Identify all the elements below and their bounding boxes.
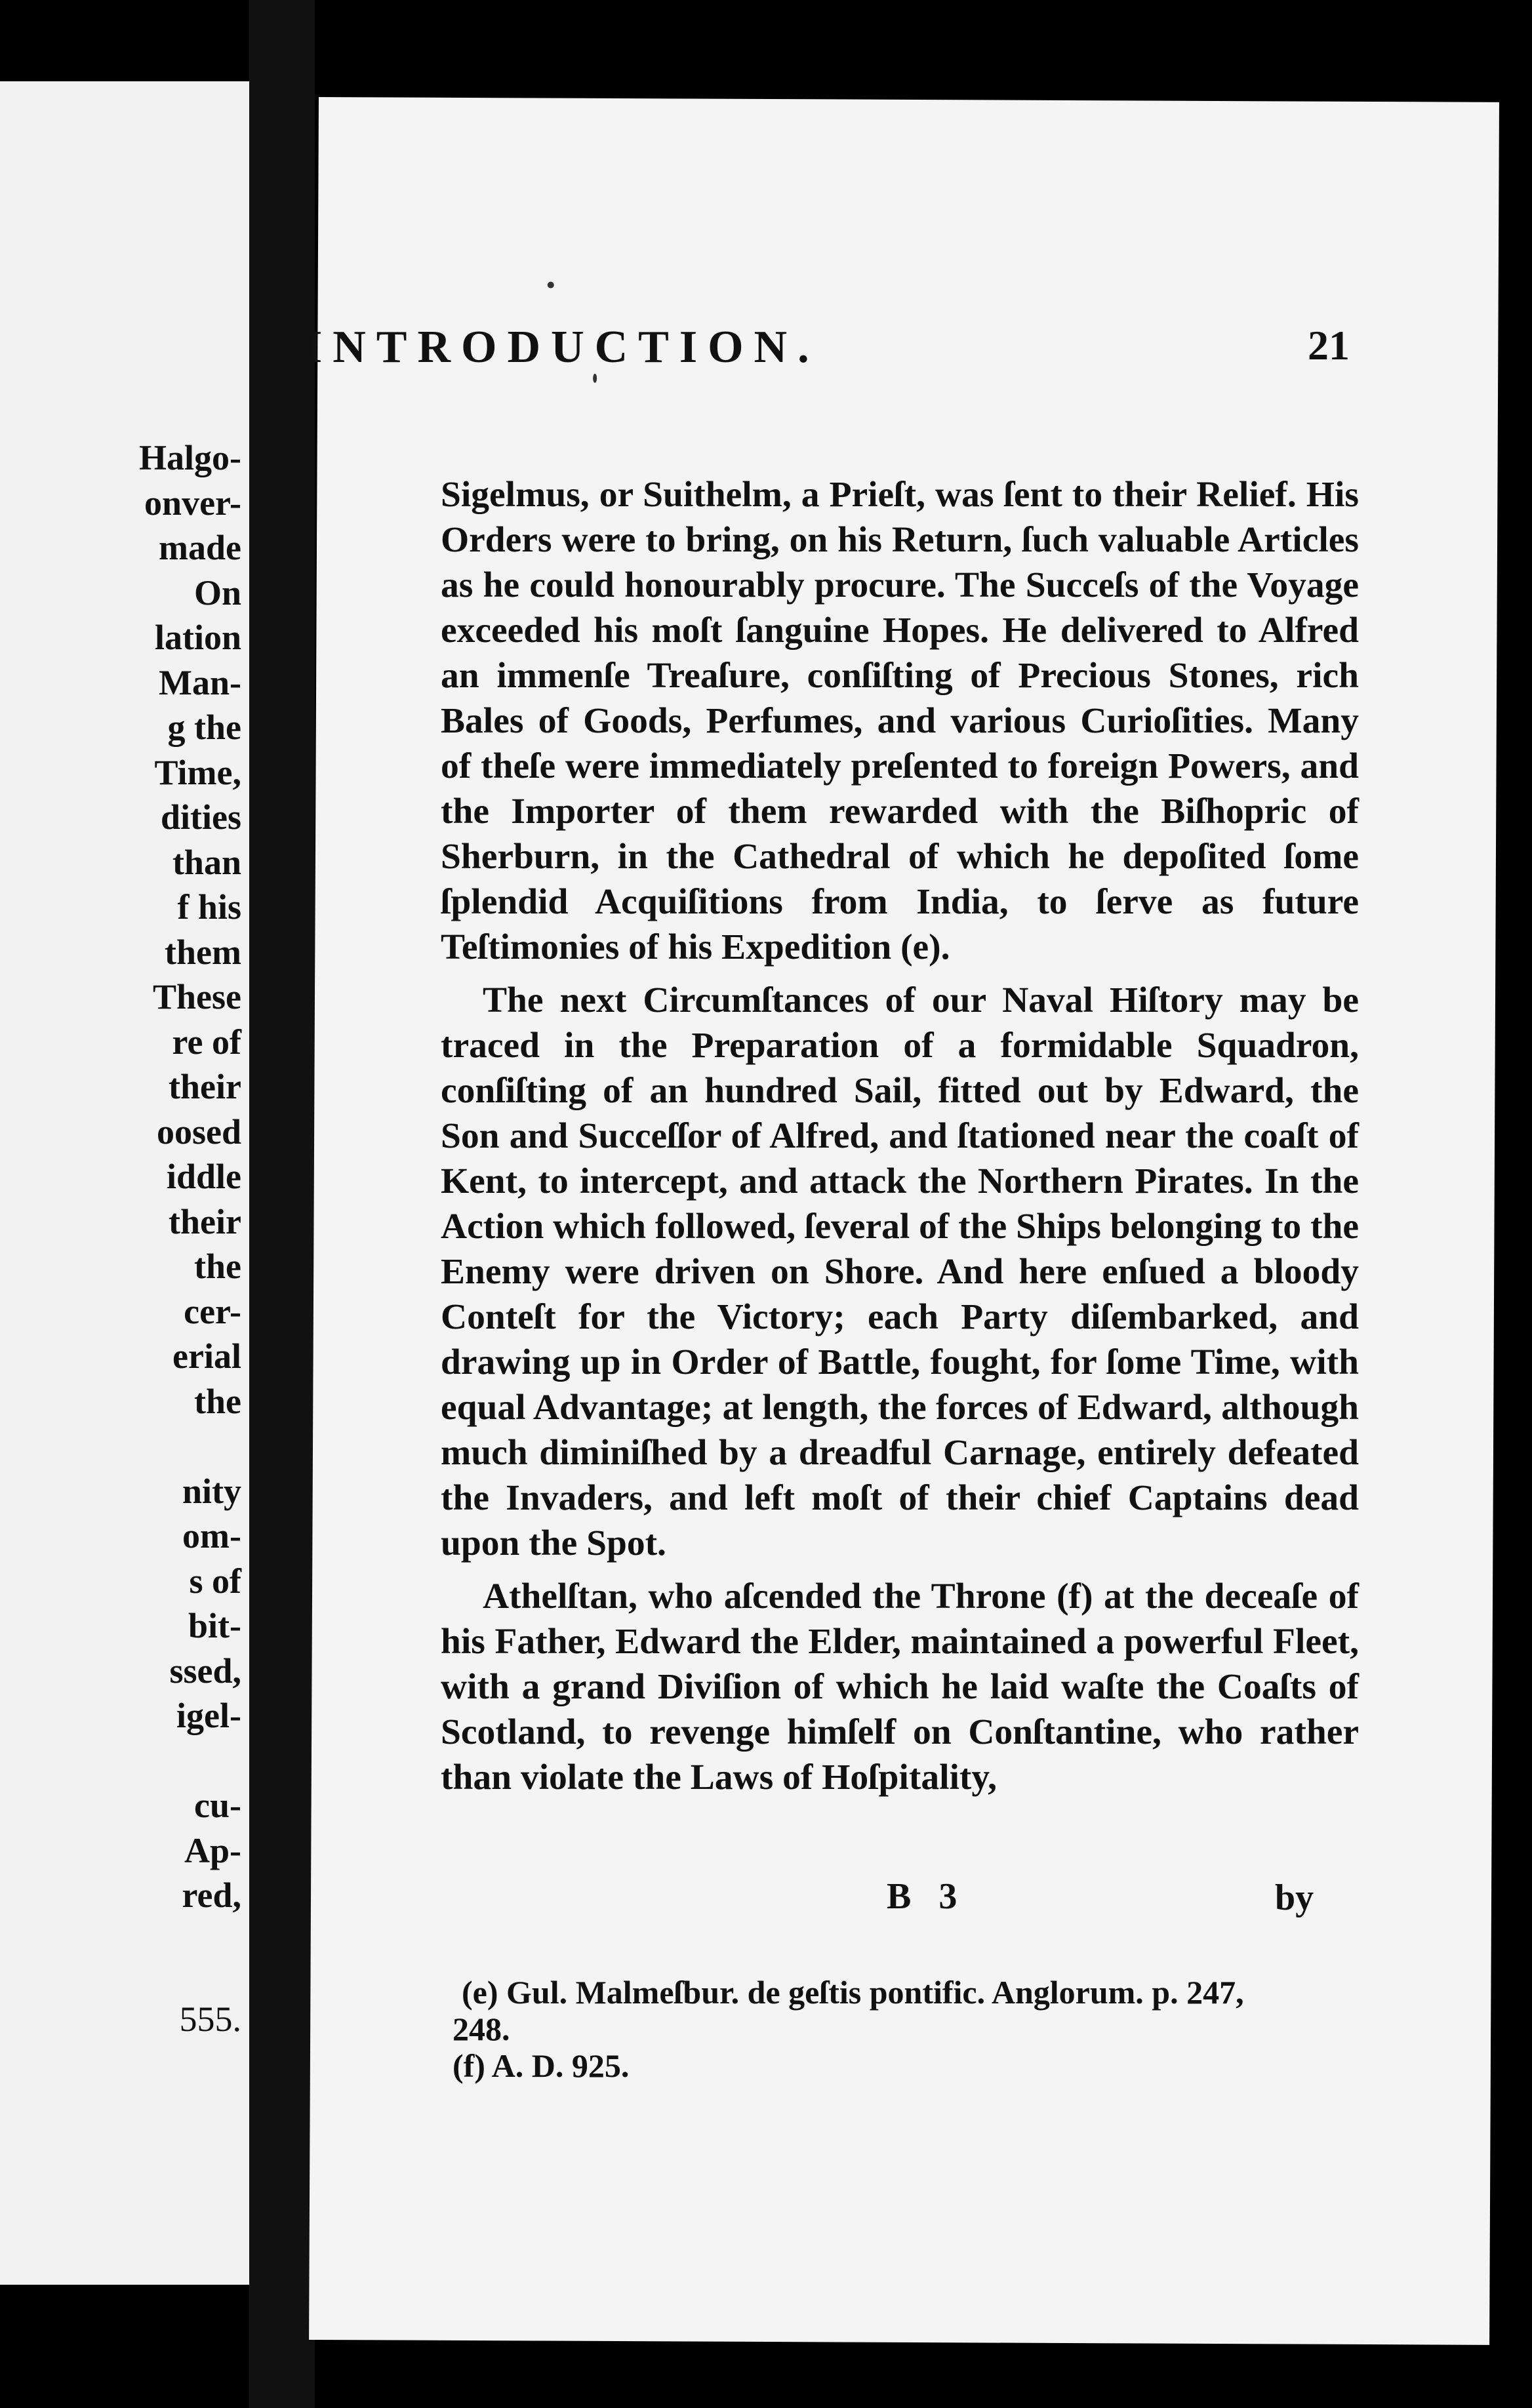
previous-page-line-fragment: On (193, 572, 241, 612)
footnote: (f) A. D. 925. (453, 2047, 630, 2084)
previous-page-line-fragment: dities (160, 797, 241, 837)
previous-page-line-fragment (45, 1424, 241, 1469)
previous-page-line-fragment: Man- (159, 662, 241, 702)
previous-page-line-fragment: oosed (156, 1112, 241, 1152)
page-number: 21 (1308, 322, 1350, 369)
previous-page-line-fragment: iddle (166, 1157, 241, 1196)
previous-page-line-fragment: onver- (144, 483, 241, 523)
running-head-title: INTRODUCTION. (304, 322, 820, 372)
previous-page-line-fragment: Halgo- (139, 438, 241, 477)
previous-page-line-fragment: cer- (184, 1291, 241, 1331)
previous-page-line-fragment: lation (154, 618, 241, 657)
previous-page-fragment (0, 81, 249, 2285)
previous-page-line-fragment: Time, (154, 752, 241, 792)
previous-page-line-fragment: their (169, 1201, 241, 1241)
previous-page-line-fragment: their (169, 1067, 241, 1106)
catchword: by (1275, 1877, 1314, 1918)
previous-page-line-fragment: om- (182, 1516, 241, 1555)
footnote: (e) Gul. Malmeſbur. de geſtis pontific. Anglorum. p. 247, 248. (453, 1974, 1244, 2047)
footnotes (453, 1974, 1305, 2084)
previous-page-line-fragment: g the (167, 708, 241, 747)
previous-page-line-fragment: s of (189, 1561, 241, 1601)
previous-page-line-fragment: bit- (188, 1606, 241, 1645)
paragraph: The next Circumſtances of our Naval Hiſtory may be traced in the Preparation of a formidable Squadron, conſiſting of an hundred Sail, fitted out by Edward, the Son and Succeſſor of Alfred, and ſtationed near the coaſt of Kent, to intercept, and attack the Northern Pirates. In the Action which followed, ſeveral of the Ships belonging to the Enemy were driven on Shore. And here enſued a bloody Conteſt for the Victory; each Party diſembarked, and drawing up in Order of Battle, fought, for ſome Time, with equal Advantage; at length, the forces of Edward, although much diminiſhed by a dreadful Carnage, entirely defeated the Invaders, and left moſt of their chief Captains dead upon the Spot. (441, 980, 1359, 1563)
previous-page-line-fragment: red, (182, 1876, 241, 1915)
previous-page-line-fragment: re of (172, 1022, 241, 1062)
main-text (441, 472, 1359, 1800)
previous-page-line-fragment: nity (182, 1471, 241, 1511)
previous-page-line-fragment: them (165, 932, 241, 972)
paragraph: Sigelmus, or Suithelm, a Prieſt, was ſent to their Relief. His Orders were to bring, on his Return, ſuch valuable Articles as he could honourably procure. The Succeſs of the Voyage exceeded his moſt ſanguine Hopes. He delivered to Alfred an immenſe Treaſure, conſiſting of Precious Stones, rich Bales of Goods, Perfumes, and various Curioſities. Many of theſe were immediately preſented to foreign Powers, and the Importer of them rewarded with the Biſhopric of Sherburn, in the Cathedral of which he depoſited ſome ſplendid Acquiſitions from India, to ſerve as future Teſtimonies of his Expedition (e). (441, 475, 1359, 967)
previous-page-line-fragment: Ap- (184, 1830, 241, 1870)
previous-page-line-fragment: ssed, (169, 1651, 241, 1691)
previous-page-line-fragment: than (172, 842, 241, 882)
previous-page-line-fragment: erial (172, 1336, 241, 1376)
running-head (304, 321, 1354, 387)
previous-page-line-fragment: the (194, 1381, 241, 1421)
previous-page-line-fragment: f his (177, 887, 241, 927)
paragraph: Athelſtan, who aſcended the Throne (f) at the deceaſe of his Father, Edward the Elder, maintained a powerful Fleet, with a grand Diviſion of which he laid waſte the Coaſts of Scotland, to revenge himſelf on Conſtantine, who rather than violate the Laws of Hoſpitality, (441, 1576, 1359, 1797)
previous-page-line-endings (45, 435, 241, 2041)
previous-page-line-fragment: the (194, 1247, 241, 1286)
previous-page-line-fragment: made (159, 528, 241, 567)
previous-page-folio: 555. (179, 1999, 241, 2039)
signature-mark: B 3 (887, 1876, 967, 1917)
paper-speck (548, 282, 554, 289)
previous-page-line-fragment: cu- (194, 1786, 241, 1825)
previous-page-line-fragment (45, 1738, 241, 1784)
previous-page-line-fragment: These (153, 977, 241, 1016)
previous-page-line-fragment: igel- (176, 1696, 241, 1735)
